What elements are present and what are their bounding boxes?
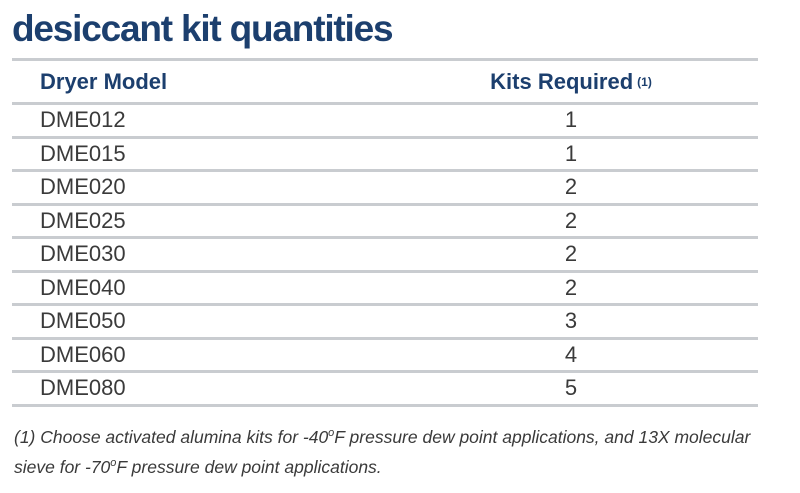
cell-dryer-model: DME030 <box>40 241 126 267</box>
cell-kits-required: 1 <box>564 107 578 133</box>
cell-kits-required: 3 <box>564 308 578 334</box>
footnote <box>14 420 784 480</box>
table-row <box>12 206 758 240</box>
table-row <box>12 306 758 340</box>
cell-dryer-model: DME012 <box>40 107 126 133</box>
degree-sign: o <box>328 427 335 439</box>
kit-quantities-table <box>12 58 758 407</box>
degree-sign: o <box>110 456 117 469</box>
cell-dryer-model: DME050 <box>40 308 126 334</box>
cell-dryer-model: DME025 <box>40 207 126 233</box>
table-row <box>12 239 758 273</box>
cell-dryer-model: DME015 <box>40 140 126 166</box>
cell-dryer-model: DME060 <box>40 341 126 367</box>
cell-kits-required: 2 <box>564 174 578 200</box>
footnote-text-1: (1) Choose activated alumina kits for -40 <box>14 426 329 447</box>
table-row <box>12 139 758 173</box>
table-row <box>12 373 758 407</box>
cell-dryer-model: DME020 <box>40 174 126 200</box>
footnote-text-2: F pressure dew point applications, and 13X molecular sieve for -70 <box>14 426 751 477</box>
table-row <box>12 172 758 206</box>
cell-kits-required: 5 <box>564 375 578 401</box>
table-row <box>12 340 758 374</box>
cell-dryer-model: DME080 <box>40 375 126 401</box>
header-kits-required <box>472 61 670 102</box>
cell-kits-required: 2 <box>564 207 578 233</box>
footnote-ref: (1) <box>637 74 652 89</box>
cell-kits-required: 2 <box>564 241 578 267</box>
page-title: desiccant kit quantities <box>12 8 393 49</box>
cell-kits-required: 2 <box>564 274 578 300</box>
table-body <box>12 105 758 407</box>
cell-dryer-model: DME040 <box>40 274 126 300</box>
cell-kits-required: 4 <box>564 341 578 367</box>
header-dryer-model: Dryer Model <box>40 68 168 94</box>
table-row <box>12 273 758 307</box>
table-header-row <box>12 61 758 105</box>
footnote-text-3: F pressure dew point applications. <box>116 456 382 477</box>
header-kits-label: Kits Required <box>490 68 634 94</box>
cell-kits-required: 1 <box>564 140 578 166</box>
table-row <box>12 105 758 139</box>
